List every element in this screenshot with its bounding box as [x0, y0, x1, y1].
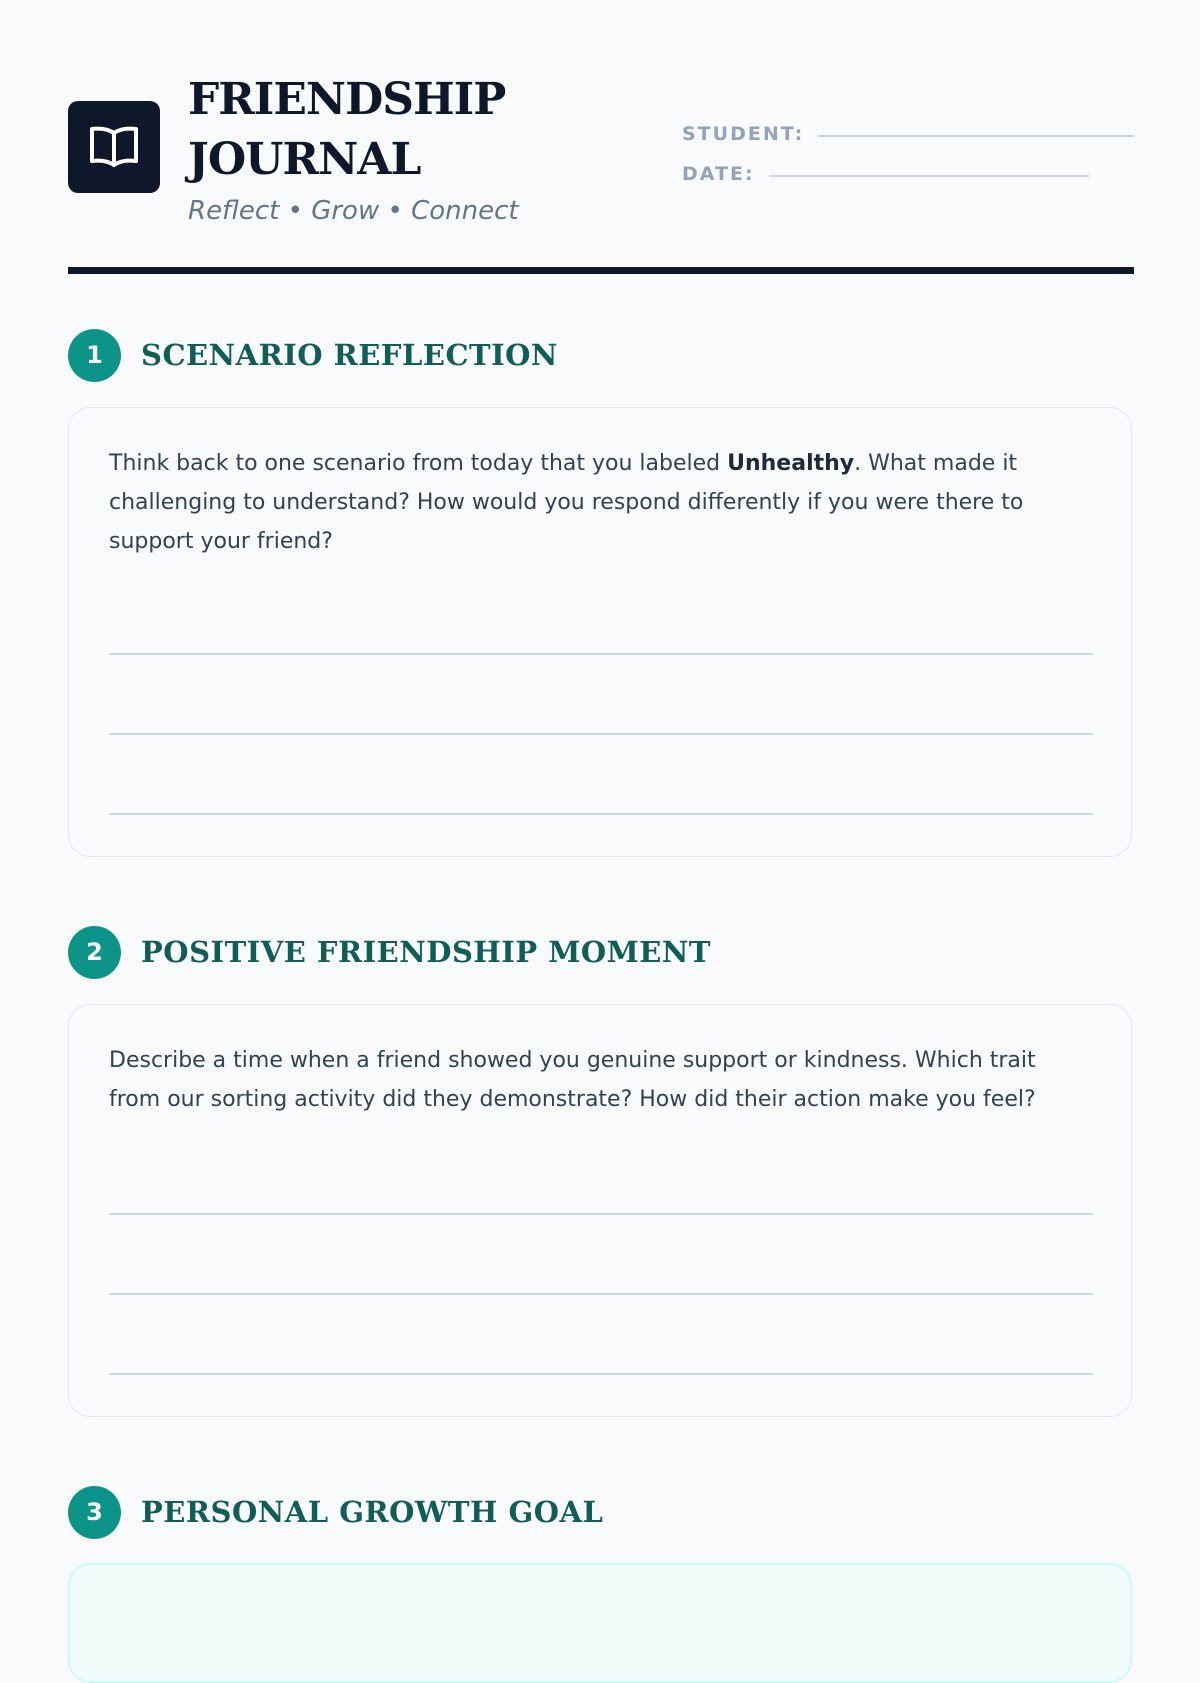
section-title: POSITIVE FRIENDSHIP MOMENT	[141, 935, 711, 969]
writing-line[interactable]	[109, 653, 1093, 655]
writing-line[interactable]	[109, 733, 1093, 735]
title-block	[188, 70, 519, 226]
journal-header	[68, 0, 1134, 276]
writing-line[interactable]	[109, 1293, 1093, 1295]
section-heading	[68, 925, 1134, 979]
prompt-text: . What made it challenging to understand? How would you respond differently if you were there to support your friend?	[109, 451, 1024, 554]
tagline: Reflect • Grow • Connect	[188, 196, 519, 226]
writing-line[interactable]	[109, 813, 1093, 815]
section-number-badge: 2	[68, 926, 121, 979]
date-label: DATE:	[682, 163, 755, 185]
section-number-badge: 1	[68, 329, 121, 382]
journal-page	[68, 0, 1134, 1529]
open-book-icon	[88, 125, 140, 169]
page-title-line-2: JOURNAL	[188, 134, 421, 185]
student-row	[682, 114, 1134, 154]
section-title: SCENARIO REFLECTION	[141, 338, 558, 372]
section-number-badge: 3	[68, 1486, 121, 1539]
positive-moment-card	[68, 1004, 1132, 1417]
growth-goal-card	[68, 1563, 1132, 1683]
reflection-prompt	[109, 444, 1089, 561]
date-line[interactable]	[769, 175, 1089, 177]
section-heading	[68, 1485, 1134, 1539]
header-divider	[68, 267, 1134, 274]
writing-line[interactable]	[109, 1213, 1093, 1215]
page-title-line-1: FRIENDSHIP	[188, 74, 506, 125]
section-growth-goal	[68, 1485, 1134, 1539]
positive-moment-prompt: Describe a time when a friend showed you genuine support or kindness. Which trait from our sorting activity did they demonstrate? How did their action make you feel?	[109, 1048, 1036, 1112]
section-positive-moment	[68, 925, 1134, 979]
reflection-card	[68, 407, 1132, 857]
writing-line[interactable]	[109, 1373, 1093, 1375]
logo	[68, 101, 160, 193]
date-row	[682, 154, 1134, 194]
section-scenario-reflection	[68, 328, 1134, 382]
prompt-emphasis: Unhealthy	[727, 451, 855, 476]
student-name-line[interactable]	[818, 135, 1134, 137]
prompt-text: Think back to one scenario from today that you labeled	[109, 451, 728, 476]
section-title: PERSONAL GROWTH GOAL	[141, 1495, 604, 1529]
student-info	[682, 114, 1134, 194]
section-heading	[68, 328, 1134, 382]
student-label: STUDENT:	[682, 123, 805, 145]
